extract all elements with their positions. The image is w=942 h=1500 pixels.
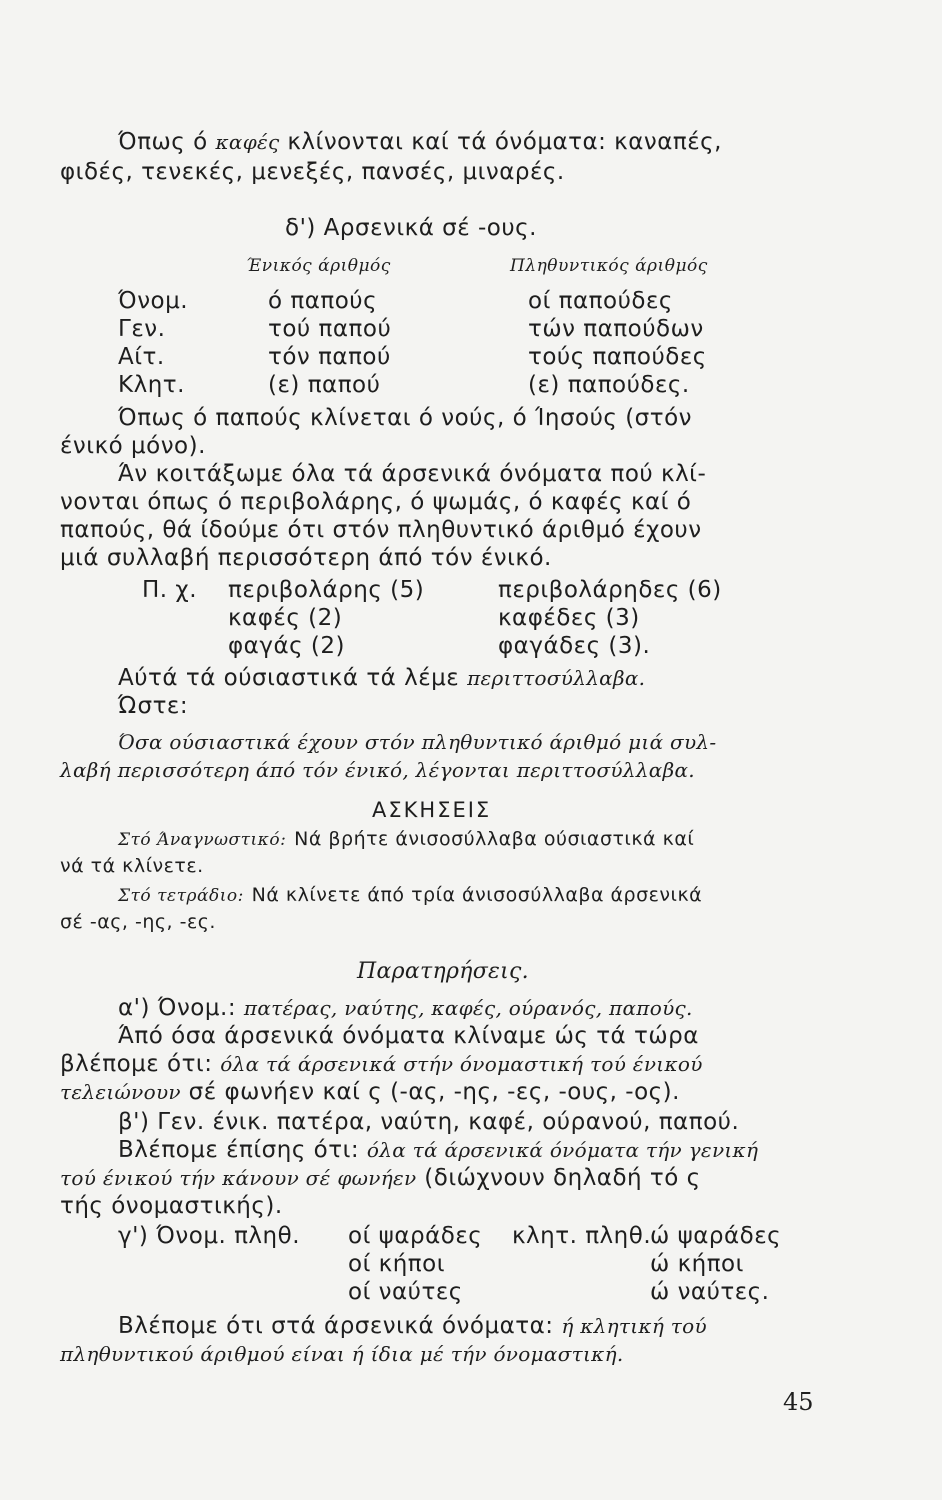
case-label: Όνομ. (118, 288, 189, 314)
intro-line-2: φιδές, τενεκές, μενεξές, πανσές, μιναρές. (60, 159, 565, 185)
rule-line: Ώστε: (118, 693, 189, 719)
rule-line: Αύτά τά ούσιαστικά τά λέμε περιττοσύλλαβα. (118, 665, 646, 691)
note-a-line: Άπό όσα άρσενικά όνόματα κλίναμε ώς τά τώρα (118, 1023, 699, 1049)
note-b-line: τής όνομαστικής). (60, 1193, 283, 1219)
page-number: 45 (783, 1388, 814, 1416)
example-plural: καφέδες (3) (498, 605, 640, 631)
note-b-line: Βλέπομε έπίσης ότι: όλα τά άρσενικά όνόματα τήν γενική (118, 1137, 759, 1163)
note-g-nominative: οί ναύτες (348, 1279, 463, 1305)
body-line: μιά συλλαβή περισσότερη άπό τόν ένικό. (60, 545, 552, 571)
exercise-1: Στό Άναγνωστικό: Νά βρήτε άνισοσύλλαβα ούσιαστικά καί (118, 828, 695, 850)
note-a-line: α') Όνομ.: πατέρας, ναύτης, καφές, ούρανός, παπούς. (118, 995, 693, 1021)
exercises-title: ΑΣΚΗΣΕΙΣ (372, 798, 492, 822)
example-plural: φαγάδες (3). (498, 633, 651, 659)
note-b-line: τού ένικού τήν κάνουν σέ φωνήεν (διώχνουν δηλαδή τό ς (60, 1165, 701, 1191)
example-lead: Π. χ. (142, 577, 198, 603)
example-singular: φαγάς (2) (228, 633, 345, 659)
rule-definition: λαβή περισσότερη άπό τόν ένικό, λέγονται περιττοσύλλαβα. (60, 758, 695, 782)
note-g-nominative: οί ψαράδες (348, 1223, 483, 1249)
body-line: Άν κοιτάξωμε όλα τά άρσενικά όνόματα πού κλί- (118, 461, 707, 487)
case-label: Αίτ. (118, 344, 165, 370)
conclusion-line: Βλέπομε ότι στά άρσενικά όνόματα: ή κλητική τού (118, 1313, 707, 1339)
note-g-nominative: οί κήποι (348, 1251, 445, 1277)
singular-form: τού παπού (268, 316, 392, 342)
note-g-vocative: ώ κήποι (650, 1251, 744, 1277)
plural-form: τούς παπούδες (528, 344, 707, 370)
intro-line-1: Όπως ό καφές κλίνονται καί τά όνόματα: καναπές, (118, 129, 722, 155)
notes-title: Παρατηρήσεις. (357, 959, 529, 984)
example-singular: καφές (2) (228, 605, 343, 631)
body-line: ένικό μόνο). (60, 433, 206, 459)
note-g-vocative: ώ ψαράδες (650, 1223, 782, 1249)
singular-form: ό παπούς (268, 288, 378, 314)
body-line: Όπως ό παπούς κλίνεται ό νούς, ό Ίησούς (στόν (118, 405, 693, 431)
note-g-case: γ') Όνομ. πληθ. (118, 1223, 300, 1249)
plural-form: (ε) παπούδες. (528, 372, 690, 398)
example-singular: περιβολάρης (5) (228, 577, 425, 603)
body-line: νονται όπως ό περιβολάρης, ό ψωμάς, ό καφές καί ό (60, 489, 692, 515)
note-g-vocative: ώ ναύτες. (650, 1279, 770, 1305)
header-singular: Ένικός άριθμός (246, 256, 391, 276)
singular-form: (ε) παπού (268, 372, 381, 398)
note-a-line: βλέπομε ότι: όλα τά άρσενικά στήν όνομαστική τού ένικού (60, 1051, 703, 1077)
rule-definition: Όσα ούσιαστικά έχουν στόν πληθυντικό άριθμό μιά συλ- (118, 730, 717, 754)
plural-form: τών παπούδων (528, 316, 704, 342)
header-plural: Πληθυντικός άριθμός (510, 256, 708, 276)
note-a-line: τελειώνουν σέ φωνήεν καί ς (-ας, -ης, -ες, -ους, -ος). (60, 1079, 680, 1105)
note-g-voc-label: κλητ. πληθ. (512, 1223, 652, 1249)
case-label: Κλητ. (118, 372, 185, 398)
singular-form: τόν παπού (268, 344, 391, 370)
case-label: Γεν. (118, 316, 166, 342)
example-plural: περιβολάρηδες (6) (498, 577, 722, 603)
section-title: δ') Αρσενικά σέ -ους. (285, 215, 537, 241)
note-b-line: β') Γεν. ένικ. πατέρα, ναύτη, καφέ, ούρανού, παπού. (118, 1109, 740, 1135)
plural-form: οί παπούδες (528, 288, 673, 314)
exercise-1-cont: νά τά κλίνετε. (60, 855, 204, 877)
exercise-2-cont: σέ -ας, -ης, -ες. (60, 911, 216, 933)
conclusion-line: πληθυντικού άριθμού είναι ή ίδια μέ τήν όνομαστική. (60, 1342, 624, 1366)
exercise-2: Στό τετράδιο: Νά κλίνετε άπό τρία άνισοσύλλαβα άρσενικά (118, 884, 703, 906)
body-line: παπούς, θά ίδούμε ότι στόν πληθυντικό άριθμό έχουν (60, 517, 702, 543)
